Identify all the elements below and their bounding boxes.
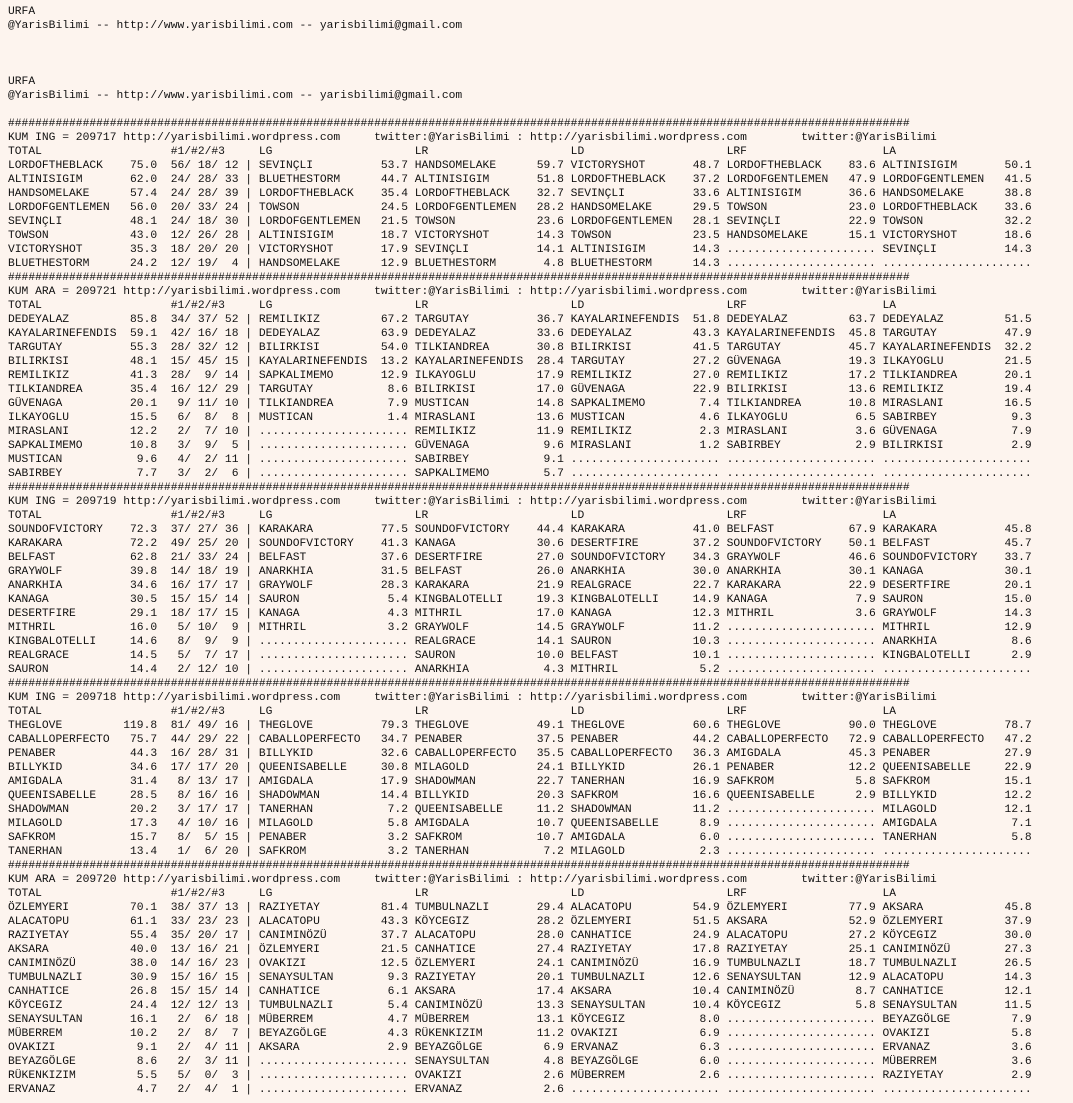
- table-row: LORDOFGENTLEMEN 56.0 20/ 33/ 24 | TOWSON 24.5 LORDOFGENTLEMEN 28.2 HANDSOMELAKE 29.5 TOWSON 23.0 LORDOFTHEBLACK 33.6: [8, 202, 1032, 214]
- table-row: MUSTICAN 9.6 4/ 2/ 11 | ...................... SABIRBEY 9.1 ...................... ...................... ......................: [8, 454, 1032, 466]
- separator-line: #####################################################################################################################################: [8, 860, 910, 872]
- table-row: BELFAST 62.8 21/ 33/ 24 | BELFAST 37.6 DESERTFIRE 27.0 SOUNDOFVICTORY 34.3 GRAYWOLF 46.6 SOUNDOFVICTORY 33.7: [8, 552, 1032, 564]
- table-row: KAYALARINEFENDIS 59.1 42/ 16/ 18 | DEDEYALAZ 63.9 DEDEYALAZ 33.6 DEDEYALAZ 43.3 KAYALARINEFENDIS 45.8 TARGUTAY 47.9: [8, 328, 1032, 340]
- table-row: LORDOFTHEBLACK 75.0 56/ 18/ 12 | SEVINÇLI 53.7 HANDSOMELAKE 59.7 VICTORYSHOT 48.7 LORDOFTHEBLACK 83.6 ALTINISIGIM 50.1: [8, 160, 1032, 172]
- table-row: KARAKARA 72.2 49/ 25/ 20 | SOUNDOFVICTORY 41.3 KANAGA 30.6 DESERTFIRE 37.2 SOUNDOFVICTORY 50.1 BELFAST 45.7: [8, 538, 1032, 550]
- separator-line: #####################################################################################################################################: [8, 272, 910, 284]
- table-row: SAFKROM 15.7 8/ 5/ 15 | PENABER 3.2 SAFKROM 10.7 AMIGDALA 6.0 ...................... TANERHAN 5.8: [8, 832, 1032, 844]
- table-row: MÜBERREM 10.2 2/ 8/ 7 | BEYAZGÖLGE 4.3 RÜKENKIZIM 11.2 OVAKIZI 6.9 ...................... OVAKIZI 5.8: [8, 1028, 1032, 1040]
- table-row: ALTINISIGIM 62.0 24/ 28/ 33 | BLUETHESTORM 44.7 ALTINISIGIM 51.8 LORDOFTHEBLACK 37.2 LORDOFGENTLEMEN 47.9 LORDOFGENTLEMEN 41.5: [8, 174, 1032, 186]
- column-header: TOTAL #1/#2/#3 LG LR LD LRF LA: [8, 706, 897, 718]
- table-row: GRAYWOLF 39.8 14/ 18/ 19 | ANARKHIA 31.5 BELFAST 26.0 ANARKHIA 30.0 ANARKHIA 30.1 KANAGA 30.1: [8, 566, 1032, 578]
- table-row: CANHATICE 26.8 15/ 15/ 14 | CANHATICE 6.1 AKSARA 17.4 AKSARA 10.4 CANIMINÖZÜ 8.7 CANHATICE 12.1: [8, 986, 1032, 998]
- table-row: HANDSOMELAKE 57.4 24/ 28/ 39 | LORDOFTHEBLACK 35.4 LORDOFTHEBLACK 32.7 SEVINÇLI 33.6 ALTINISIGIM 36.6 HANDSOMELAKE 38.8: [8, 188, 1032, 200]
- table-row: TILKIANDREA 35.4 16/ 12/ 29 | TARGUTAY 8.6 BILIRKISI 17.0 GÜVENAGA 22.9 BILIRKISI 13.6 REMILIKIZ 19.4: [8, 384, 1032, 396]
- table-row: SABIRBEY 7.7 3/ 2/ 6 | ...................... SAPKALIMEMO 5.7 ...................... ...................... ......................: [8, 468, 1032, 480]
- table-row: REALGRACE 14.5 5/ 7/ 17 | ...................... SAURON 10.0 BELFAST 10.1 ...................... KINGBALOTELLI 2.9: [8, 650, 1032, 662]
- table-row: SAPKALIMEMO 10.8 3/ 9/ 5 | ...................... GÜVENAGA 9.6 MIRASLANI 1.2 SABIRBEY 2.9 BILIRKISI 2.9: [8, 440, 1032, 452]
- table-row: ANARKHIA 34.6 16/ 17/ 17 | GRAYWOLF 28.3 KARAKARA 21.9 REALGRACE 22.7 KARAKARA 22.9 DESERTFIRE 20.1: [8, 580, 1032, 592]
- table-row: ILKAYOGLU 15.5 6/ 8/ 8 | MUSTICAN 1.4 MIRASLANI 13.6 MUSTICAN 4.6 ILKAYOGLU 6.5 SABIRBEY 9.3: [8, 412, 1032, 424]
- table-row: SOUNDOFVICTORY 72.3 37/ 27/ 36 | KARAKARA 77.5 SOUNDOFVICTORY 44.4 KARAKARA 41.0 BELFAST 67.9 KARAKARA 45.8: [8, 524, 1032, 536]
- column-header: TOTAL #1/#2/#3 LG LR LD LRF LA: [8, 146, 897, 158]
- contact-line: @YarisBilimi -- http://www.yarisbilimi.com -- yarisbilimi@gmail.com: [8, 90, 463, 102]
- table-row: AMIGDALA 31.4 8/ 13/ 17 | AMIGDALA 17.9 SHADOWMAN 22.7 TANERHAN 16.9 SAFKROM 5.8 SAFKROM 15.1: [8, 776, 1032, 788]
- race-header: KUM ING = 209718 http://yarisbilimi.wordpress.com twitter:@YarisBilimi : http://yarisbilimi.wordpress.com twitter:@YarisBilimi: [8, 692, 937, 704]
- table-row: TOWSON 43.0 12/ 26/ 28 | ALTINISIGIM 18.7 VICTORYSHOT 14.3 TOWSON 23.5 HANDSOMELAKE 15.1 VICTORYSHOT 18.6: [8, 230, 1032, 242]
- table-row: TANERHAN 13.4 1/ 6/ 20 | SAFKROM 3.2 TANERHAN 7.2 MILAGOLD 2.3 ...................... ......................: [8, 846, 1032, 858]
- race-header: KUM ING = 209719 http://yarisbilimi.wordpress.com twitter:@YarisBilimi : http://yarisbilimi.wordpress.com twitter:@YarisBilimi: [8, 496, 937, 508]
- column-header: TOTAL #1/#2/#3 LG LR LD LRF LA: [8, 888, 897, 900]
- table-row: PENABER 44.3 16/ 28/ 31 | BILLYKID 32.6 CABALLOPERFECTO 35.5 CABALLOPERFECTO 36.3 AMIGDALA 45.3 PENABER 27.9: [8, 748, 1032, 760]
- table-row: VICTORYSHOT 35.3 18/ 20/ 20 | VICTORYSHOT 17.9 SEVINÇLI 14.1 ALTINISIGIM 14.3 ...................... SEVINÇLI 14.3: [8, 244, 1032, 256]
- table-row: BILIRKISI 48.1 15/ 45/ 15 | KAYALARINEFENDIS 13.2 KAYALARINEFENDIS 28.4 TARGUTAY 27.2 GÜVENAGA 19.3 ILKAYOGLU 21.5: [8, 356, 1032, 368]
- table-row: TARGUTAY 55.3 28/ 32/ 12 | BILIRKISI 54.0 TILKIANDREA 30.8 BILIRKISI 41.5 TARGUTAY 45.7 KAYALARINEFENDIS 32.2: [8, 342, 1032, 354]
- table-row: BILLYKID 34.6 17/ 17/ 20 | QUEENISABELLE 30.8 MILAGOLD 24.1 BILLYKID 26.1 PENABER 12.2 QUEENISABELLE 22.9: [8, 762, 1032, 774]
- table-row: BEYAZGÖLGE 8.6 2/ 3/ 11 | ...................... SENAYSULTAN 4.8 BEYAZGÖLGE 6.0 ...................... MÜBERREM 3.6: [8, 1056, 1032, 1068]
- table-row: SAURON 14.4 2/ 12/ 10 | ...................... ANARKHIA 4.3 MITHRIL 5.2 ...................... ......................: [8, 664, 1032, 676]
- table-row: CABALLOPERFECTO 75.7 44/ 29/ 22 | CABALLOPERFECTO 34.7 PENABER 37.5 PENABER 44.2 CABALLOPERFECTO 72.9 CABALLOPERFECTO 47.2: [8, 734, 1032, 746]
- table-row: BLUETHESTORM 24.2 12/ 19/ 4 | HANDSOMELAKE 12.9 BLUETHESTORM 4.8 BLUETHESTORM 14.3 ...................... ......................: [8, 258, 1032, 270]
- table-row: SEVINÇLI 48.1 24/ 18/ 30 | LORDOFGENTLEMEN 21.5 TOWSON 23.6 LORDOFGENTLEMEN 28.1 SEVINÇLI 22.9 TOWSON 32.2: [8, 216, 1032, 228]
- column-header: TOTAL #1/#2/#3 LG LR LD LRF LA: [8, 300, 897, 312]
- separator-line: #####################################################################################################################################: [8, 482, 910, 494]
- race-header: KUM ING = 209717 http://yarisbilimi.wordpress.com twitter:@YarisBilimi : http://yarisbilimi.wordpress.com twitter:@YarisBilimi: [8, 132, 937, 144]
- table-row: DEDEYALAZ 85.8 34/ 37/ 52 | REMILIKIZ 67.2 TARGUTAY 36.7 KAYALARINEFENDIS 51.8 DEDEYALAZ 63.7 DEDEYALAZ 51.5: [8, 314, 1032, 326]
- table-row: OVAKIZI 9.1 2/ 4/ 11 | AKSARA 2.9 BEYAZGÖLGE 6.9 ERVANAZ 6.3 ...................... ERVANAZ 3.6: [8, 1042, 1032, 1054]
- table-row: SENAYSULTAN 16.1 2/ 6/ 18 | MÜBERREM 4.7 MÜBERREM 13.1 KÖYCEGIZ 8.0 ...................... BEYAZGÖLGE 7.9: [8, 1014, 1032, 1026]
- table-row: THEGLOVE 119.8 81/ 49/ 16 | THEGLOVE 79.3 THEGLOVE 49.1 THEGLOVE 60.6 THEGLOVE 90.0 THEGLOVE 78.7: [8, 720, 1032, 732]
- table-row: TUMBULNAZLI 30.9 15/ 16/ 15 | SENAYSULTAN 9.3 RAZIYETAY 20.1 TUMBULNAZLI 12.6 SENAYSULTAN 12.9 ALACATOPU 14.3: [8, 972, 1032, 984]
- table-row: AKSARA 40.0 13/ 16/ 21 | ÖZLEMYERI 21.5 CANHATICE 27.4 RAZIYETAY 17.8 RAZIYETAY 25.1 CANIMINÖZÜ 27.3: [8, 944, 1032, 956]
- table-row: GÜVENAGA 20.1 9/ 11/ 10 | TILKIANDREA 7.9 MUSTICAN 14.8 SAPKALIMEMO 7.4 TILKIANDREA 10.8 MIRASLANI 16.5: [8, 398, 1032, 410]
- table-row: ALACATOPU 61.1 33/ 23/ 23 | ALACATOPU 43.3 KÖYCEGIZ 28.2 ÖZLEMYERI 51.5 AKSARA 52.9 ÖZLEMYERI 37.9: [8, 916, 1032, 928]
- page-title: URFA: [8, 76, 36, 88]
- contact-line: @YarisBilimi -- http://www.yarisbilimi.com -- yarisbilimi@gmail.com: [8, 20, 463, 32]
- table-row: MILAGOLD 17.3 4/ 10/ 16 | MILAGOLD 5.8 AMIGDALA 10.7 QUEENISABELLE 8.9 ...................... AMIGDALA 7.1: [8, 818, 1032, 830]
- separator-line: #####################################################################################################################################: [8, 678, 910, 690]
- table-row: ERVANAZ 4.7 2/ 4/ 1 | ...................... ERVANAZ 2.6 ...................... ...................... ......................: [8, 1084, 1032, 1096]
- table-row: SHADOWMAN 20.2 3/ 17/ 17 | TANERHAN 7.2 QUEENISABELLE 11.2 SHADOWMAN 11.2 ...................... MILAGOLD 12.1: [8, 804, 1032, 816]
- blank-line: [8, 103, 1073, 117]
- table-row: ÖZLEMYERI 70.1 38/ 37/ 13 | RAZIYETAY 81.4 TUMBULNAZLI 29.4 ALACATOPU 54.9 ÖZLEMYERI 77.9 AKSARA 45.8: [8, 902, 1032, 914]
- table-row: KÖYCEGIZ 24.4 12/ 12/ 13 | TUMBULNAZLI 5.4 CANIMINÖZÜ 13.3 SENAYSULTAN 10.4 KÖYCEGIZ 5.8 SENAYSULTAN 11.5: [8, 1000, 1032, 1012]
- table-row: KANAGA 30.5 15/ 15/ 14 | SAURON 5.4 KINGBALOTELLI 19.3 KINGBALOTELLI 14.9 KANAGA 7.9 SAURON 15.0: [8, 594, 1032, 606]
- separator-line: #####################################################################################################################################: [8, 118, 910, 130]
- page-title: URFA: [8, 6, 36, 18]
- race-header: KUM ARA = 209720 http://yarisbilimi.wordpress.com twitter:@YarisBilimi : http://yarisbilimi.wordpress.com twitter:@YarisBilimi: [8, 874, 937, 886]
- column-header: TOTAL #1/#2/#3 LG LR LD LRF LA: [8, 510, 897, 522]
- table-row: MIRASLANI 12.2 2/ 7/ 10 | ...................... REMILIKIZ 11.9 REMILIKIZ 2.3 MIRASLANI 3.6 GÜVENAGA 7.9: [8, 426, 1032, 438]
- table-row: QUEENISABELLE 28.5 8/ 16/ 16 | SHADOWMAN 14.4 BILLYKID 20.3 SAFKROM 16.6 QUEENISABELLE 2.9 BILLYKID 12.2: [8, 790, 1032, 802]
- table-row: MITHRIL 16.0 5/ 10/ 9 | MITHRIL 3.2 GRAYWOLF 14.5 GRAYWOLF 11.2 ...................... MITHRIL 12.9: [8, 622, 1032, 634]
- table-row: RAZIYETAY 55.4 35/ 20/ 17 | CANIMINÖZÜ 37.7 ALACATOPU 28.0 CANHATICE 24.9 ALACATOPU 27.2 KÖYCEGIZ 30.0: [8, 930, 1032, 942]
- table-row: KINGBALOTELLI 14.6 8/ 9/ 9 | ...................... REALGRACE 14.1 SAURON 10.3 ...................... ANARKHIA 8.6: [8, 636, 1032, 648]
- race-header: KUM ARA = 209721 http://yarisbilimi.wordpress.com twitter:@YarisBilimi : http://yarisbilimi.wordpress.com twitter:@YarisBilimi: [8, 286, 937, 298]
- blank-line: [8, 33, 1073, 75]
- race-stats-document: [8, 5, 1073, 1097]
- table-row: DESERTFIRE 29.1 18/ 17/ 15 | KANAGA 4.3 MITHRIL 17.0 KANAGA 12.3 MITHRIL 3.6 GRAYWOLF 14.3: [8, 608, 1032, 620]
- table-row: CANIMINÖZÜ 38.0 14/ 16/ 23 | OVAKIZI 12.5 ÖZLEMYERI 24.1 CANIMINÖZÜ 16.9 TUMBULNAZLI 18.7 TUMBULNAZLI 26.5: [8, 958, 1032, 970]
- table-row: REMILIKIZ 41.3 28/ 9/ 14 | SAPKALIMEMO 12.9 ILKAYOGLU 17.9 REMILIKIZ 27.0 REMILIKIZ 17.2 TILKIANDREA 20.1: [8, 370, 1032, 382]
- table-row: RÜKENKIZIM 5.5 5/ 0/ 3 | ...................... OVAKIZI 2.6 MÜBERREM 2.6 ...................... RAZIYETAY 2.9: [8, 1070, 1032, 1082]
